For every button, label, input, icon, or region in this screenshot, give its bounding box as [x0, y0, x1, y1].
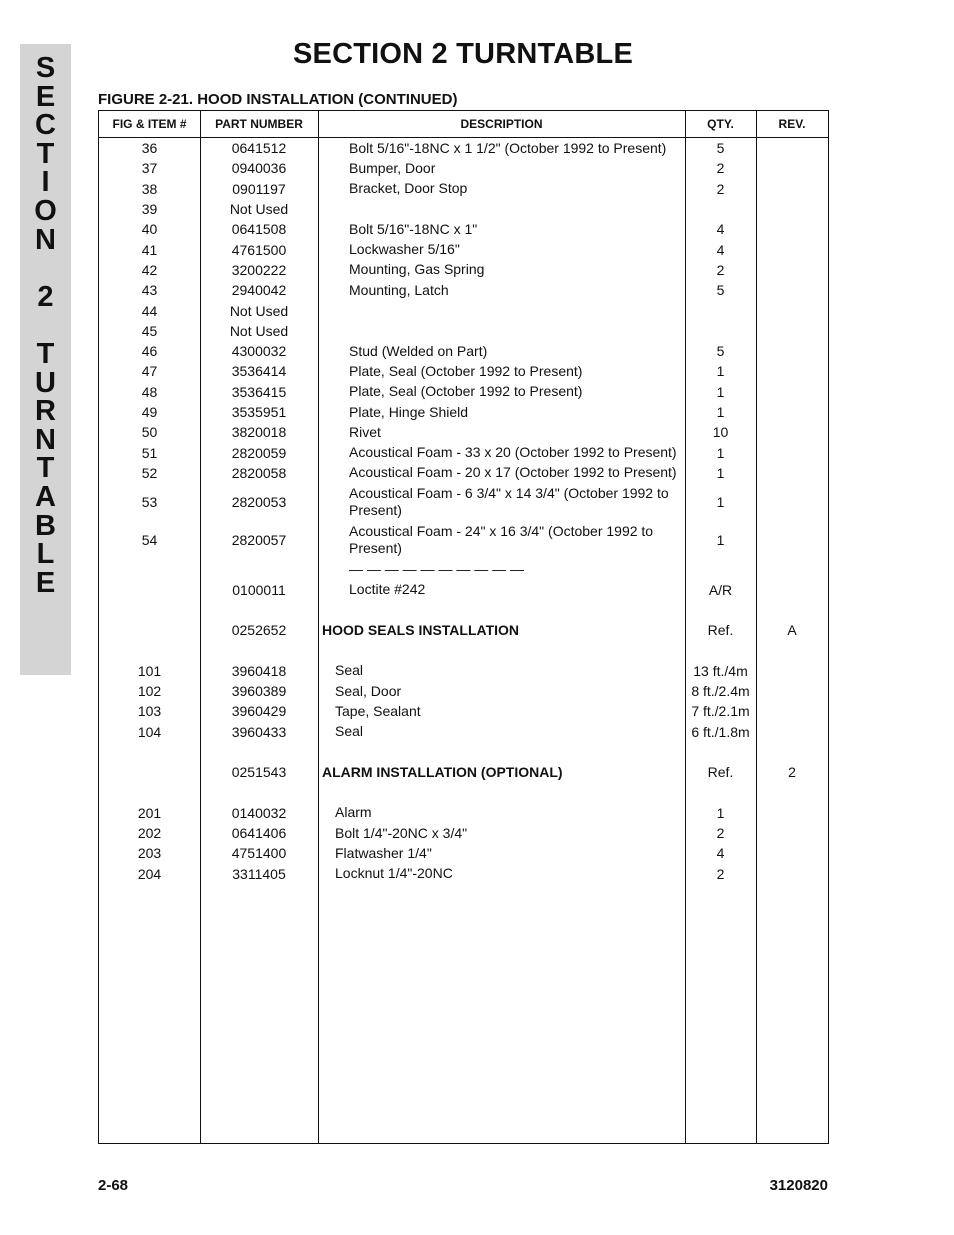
part-number-cell: 3535951 — [231, 404, 287, 421]
qty-cell: 2 — [716, 180, 725, 197]
side-tab-letter: T — [36, 137, 55, 170]
item-cell: 202 — [137, 825, 162, 842]
table-row — [99, 179, 828, 199]
side-tab-letter: N — [35, 423, 56, 456]
part-number-cell: 4751400 — [231, 845, 287, 862]
table-row — [99, 600, 828, 620]
table-row — [99, 579, 828, 599]
qty-cell — [685, 742, 756, 762]
item-cell: 201 — [137, 804, 162, 821]
part-number-cell: 2820057 — [231, 532, 287, 549]
parts-table — [98, 110, 829, 1144]
item-cell: 41 — [141, 241, 158, 258]
qty-cell: 7 ft./2.1m — [691, 703, 750, 720]
qty-cell — [685, 300, 756, 320]
description-cell: Acoustical Foam - 24" x 16 3/4" (October 1992 to Present) — [349, 523, 654, 557]
item-cell — [99, 640, 200, 660]
qty-cell: 10 — [712, 424, 729, 441]
part-number-cell — [200, 742, 318, 762]
item-cell: 51 — [141, 444, 158, 461]
item-cell: 54 — [141, 532, 158, 549]
rev-cell: 2 — [788, 764, 796, 781]
side-tab-letter: O — [34, 194, 57, 227]
rev-cell — [756, 361, 828, 381]
qty-cell: 2 — [716, 261, 725, 278]
item-cell: 37 — [141, 160, 158, 177]
rev-cell — [756, 402, 828, 422]
qty-cell: 1 — [716, 363, 725, 380]
description-cell — [322, 600, 680, 620]
side-tab-letter: B — [35, 509, 56, 542]
rev-cell — [756, 742, 828, 762]
table-row — [99, 240, 828, 260]
item-cell: 53 — [141, 494, 158, 511]
qty-cell: 6 ft./1.8m — [691, 723, 750, 740]
side-tab-letter: U — [35, 366, 56, 399]
table-row — [99, 138, 828, 158]
item-cell: 50 — [141, 424, 158, 441]
document-number: 3120820 — [769, 1177, 828, 1194]
qty-cell: Ref. — [707, 622, 734, 639]
side-tab-letter: E — [35, 80, 56, 113]
part-number-cell: 3200222 — [231, 261, 287, 278]
header-part-number: PART NUMBER — [215, 117, 303, 131]
rev-cell — [756, 521, 828, 559]
part-number-cell: Not Used — [229, 201, 289, 218]
rev-cell — [756, 864, 828, 884]
qty-cell — [685, 559, 756, 579]
header-item: FIG & ITEM # — [112, 117, 187, 131]
qty-cell: 1 — [716, 494, 725, 511]
description-cell: Bracket, Door Stop — [349, 180, 468, 197]
rev-cell — [756, 443, 828, 463]
description-cell: Flatwasher 1/4" — [335, 844, 432, 861]
item-cell — [99, 782, 200, 802]
figure-title: FIGURE 2-21. HOOD INSTALLATION (CONTINUED) — [98, 91, 458, 108]
table-row — [99, 483, 828, 521]
item-cell: 101 — [137, 662, 162, 679]
description-cell: Bumper, Door — [349, 159, 436, 176]
description-cell: Plate, Seal (October 1992 to Present) — [349, 362, 583, 379]
table-row — [99, 722, 828, 742]
rev-cell — [756, 803, 828, 823]
rev-cell — [756, 722, 828, 742]
qty-cell: 4 — [716, 845, 725, 862]
rev-cell — [756, 179, 828, 199]
table-row — [99, 361, 828, 381]
description-cell: Acoustical Foam - 20 x 17 (October 1992 to Present) — [349, 464, 677, 481]
description-cell — [322, 742, 680, 762]
table-row — [99, 341, 828, 361]
description-cell: Loctite #242 — [349, 581, 426, 598]
qty-cell: 1 — [716, 444, 725, 461]
item-cell — [99, 620, 200, 640]
item-cell: 103 — [137, 703, 162, 720]
item-cell: 203 — [137, 845, 162, 862]
qty-cell: 1 — [716, 532, 725, 549]
description-cell — [349, 199, 680, 219]
qty-cell: 4 — [716, 241, 725, 258]
page-number: 2-68 — [98, 1177, 129, 1194]
description-cell — [349, 321, 680, 341]
description-cell: Seal, Door — [335, 682, 402, 699]
side-tab-letters — [20, 54, 71, 597]
rev-cell — [756, 382, 828, 402]
item-cell: 49 — [141, 404, 158, 421]
table-row — [99, 158, 828, 178]
side-tab-letter: 2 — [37, 280, 54, 313]
description-cell: Mounting, Gas Spring — [349, 261, 485, 278]
qty-cell: 5 — [716, 282, 725, 299]
description-cell — [322, 782, 680, 802]
qty-cell — [685, 321, 756, 341]
qty-cell: Ref. — [707, 764, 734, 781]
rev-cell — [756, 240, 828, 260]
part-number-cell: 4300032 — [231, 343, 287, 360]
part-number-cell: 0940036 — [231, 160, 287, 177]
part-number-cell: 0641406 — [231, 825, 287, 842]
table-row — [99, 864, 828, 884]
item-cell: 44 — [141, 302, 158, 319]
item-cell: 38 — [141, 180, 158, 197]
item-cell: 104 — [137, 723, 162, 740]
rev-cell — [756, 559, 828, 579]
rev-cell — [756, 681, 828, 701]
rev-cell — [756, 138, 828, 158]
table-row — [99, 803, 828, 823]
part-number-cell: 0641508 — [231, 221, 287, 238]
side-tab-letter: L — [36, 538, 55, 571]
qty-cell: 4 — [716, 221, 725, 238]
description-cell: Tape, Sealant — [335, 702, 421, 719]
qty-cell: 1 — [716, 464, 725, 481]
part-number-cell: 0251543 — [231, 764, 287, 781]
qty-cell: 5 — [716, 343, 725, 360]
part-number-cell: 3960389 — [231, 683, 287, 700]
part-number-cell — [200, 600, 318, 620]
table-row — [99, 823, 828, 843]
description-cell — [349, 300, 680, 320]
rev-cell — [756, 843, 828, 863]
item-cell: 43 — [141, 282, 158, 299]
table-row — [99, 321, 828, 341]
table-row — [99, 521, 828, 559]
table-row — [99, 701, 828, 721]
table-row — [99, 463, 828, 483]
item-cell — [99, 600, 200, 620]
part-number-cell: 2820058 — [231, 464, 287, 481]
item-cell — [99, 742, 200, 762]
description-cell: ALARM INSTALLATION (OPTIONAL) — [322, 763, 563, 780]
rev-cell — [756, 640, 828, 660]
rev-cell — [756, 661, 828, 681]
part-number-cell: 2820059 — [231, 444, 287, 461]
qty-cell: 2 — [716, 825, 725, 842]
side-tab-letter: T — [36, 452, 55, 485]
part-number-cell: Not Used — [229, 322, 289, 339]
table-row — [99, 443, 828, 463]
rev-cell — [756, 782, 828, 802]
description-cell: Acoustical Foam - 33 x 20 (October 1992 to Present) — [349, 444, 677, 461]
part-number-cell: 0140032 — [231, 804, 287, 821]
item-cell: 46 — [141, 343, 158, 360]
table-row — [99, 742, 828, 762]
part-number-cell: 4761500 — [231, 241, 287, 258]
side-tab-letter: C — [35, 109, 56, 142]
item-cell — [99, 559, 200, 579]
part-number-cell: 3311405 — [232, 865, 286, 882]
description-cell: Stud (Welded on Part) — [349, 342, 488, 359]
qty-cell — [685, 782, 756, 802]
part-number-cell: 0901197 — [232, 180, 286, 197]
item-cell: 36 — [141, 140, 158, 157]
qty-cell: 2 — [716, 160, 725, 177]
description-cell: HOOD SEALS INSTALLATION — [322, 621, 520, 638]
table-row — [99, 219, 828, 239]
rev-cell — [756, 321, 828, 341]
part-number-cell — [200, 559, 318, 579]
qty-cell — [685, 600, 756, 620]
rev-cell — [756, 219, 828, 239]
part-number-cell: 3536415 — [231, 383, 287, 400]
description-cell: Rivet — [349, 423, 381, 440]
rev-cell — [756, 483, 828, 521]
rev-cell — [756, 341, 828, 361]
table-row — [99, 681, 828, 701]
side-tab-letter: E — [35, 566, 56, 599]
qty-cell: 1 — [716, 404, 725, 421]
rev-cell: A — [787, 622, 797, 639]
rev-cell — [756, 260, 828, 280]
rev-cell — [756, 463, 828, 483]
part-number-cell: 0252652 — [231, 622, 287, 639]
part-number-cell: 3960418 — [231, 662, 287, 679]
side-tab-letter: T — [36, 337, 55, 370]
table-row — [99, 661, 828, 681]
side-tab-letter: N — [35, 223, 56, 256]
side-tab-letter: S — [35, 52, 56, 84]
item-cell: 45 — [141, 322, 158, 339]
description-cell: Plate, Seal (October 1992 to Present) — [349, 383, 583, 400]
item-cell: 42 — [141, 261, 158, 278]
rev-cell — [756, 158, 828, 178]
item-cell: 39 — [141, 201, 158, 218]
description-cell: Plate, Hinge Shield — [349, 403, 469, 420]
part-number-cell: 3960433 — [231, 723, 287, 740]
side-tab-letter: R — [35, 395, 56, 428]
table-row — [99, 559, 828, 579]
header-rev: REV. — [778, 117, 806, 131]
description-cell: Bolt 1/4"-20NC x 3/4" — [335, 824, 468, 841]
table-row — [99, 199, 828, 219]
rev-cell — [756, 422, 828, 442]
rev-cell — [756, 701, 828, 721]
description-cell: Locknut 1/4"-20NC — [335, 865, 453, 882]
description-cell: Alarm — [335, 804, 372, 821]
description-cell — [322, 640, 680, 660]
page-title: SECTION 2 TURNTABLE — [293, 38, 633, 70]
table-row — [99, 620, 828, 640]
description-cell: Bolt 5/16"-18NC x 1" — [349, 220, 478, 237]
item-cell: 40 — [141, 221, 158, 238]
part-number-cell: 2820053 — [231, 494, 287, 511]
rev-cell — [756, 280, 828, 300]
qty-cell — [685, 199, 756, 219]
item-cell: 102 — [137, 683, 162, 700]
part-number-cell: 0100011 — [232, 581, 286, 598]
description-cell: Seal — [335, 723, 364, 740]
qty-cell — [685, 640, 756, 660]
part-number-cell: 3820018 — [231, 424, 287, 441]
item-cell — [99, 762, 200, 782]
part-number-cell: 0641512 — [231, 140, 287, 157]
part-number-cell: 2940042 — [231, 282, 287, 299]
table-row — [99, 640, 828, 660]
rev-cell — [756, 823, 828, 843]
description-cell: Bolt 5/16"-18NC x 1 1/2" (October 1992 to Present) — [349, 139, 667, 156]
header-description: DESCRIPTION — [460, 117, 543, 131]
qty-cell: 1 — [716, 804, 725, 821]
item-cell — [99, 579, 200, 599]
item-cell: 204 — [137, 865, 162, 882]
part-number-cell — [200, 640, 318, 660]
description-cell: Lockwasher 5/16" — [349, 241, 460, 258]
rev-cell — [756, 600, 828, 620]
table-row — [99, 843, 828, 863]
side-tab-letter: I — [41, 166, 50, 199]
qty-cell: 13 ft./4m — [693, 662, 748, 679]
qty-cell: 1 — [716, 383, 725, 400]
description-cell: — — — — — — — — — — — [349, 560, 525, 577]
qty-cell: 8 ft./2.4m — [691, 683, 750, 700]
rev-cell — [756, 579, 828, 599]
part-number-cell: 3536414 — [231, 363, 287, 380]
table-header — [99, 111, 828, 138]
table-row — [99, 422, 828, 442]
item-cell: 52 — [141, 464, 158, 481]
item-cell: 47 — [141, 363, 158, 380]
table-row — [99, 300, 828, 320]
table-row — [99, 280, 828, 300]
part-number-cell: 3960429 — [231, 703, 287, 720]
rev-cell — [756, 300, 828, 320]
item-cell: 48 — [141, 383, 158, 400]
description-cell: Seal — [335, 662, 364, 679]
qty-cell: 5 — [716, 140, 725, 157]
header-qty: QTY. — [707, 117, 734, 131]
part-number-cell — [200, 782, 318, 802]
description-cell: Acoustical Foam - 6 3/4" x 14 3/4" (October 1992 to Present) — [349, 485, 669, 519]
description-cell: Mounting, Latch — [349, 281, 449, 298]
qty-cell: A/R — [708, 581, 733, 598]
section-side-tab — [20, 44, 71, 675]
table-row — [99, 762, 828, 782]
side-tab-letter: A — [35, 480, 56, 513]
rev-cell — [756, 199, 828, 219]
table-row — [99, 260, 828, 280]
table-row — [99, 382, 828, 402]
qty-cell: 2 — [716, 865, 725, 882]
part-number-cell: Not Used — [229, 302, 289, 319]
table-row — [99, 402, 828, 422]
table-row — [99, 782, 828, 802]
